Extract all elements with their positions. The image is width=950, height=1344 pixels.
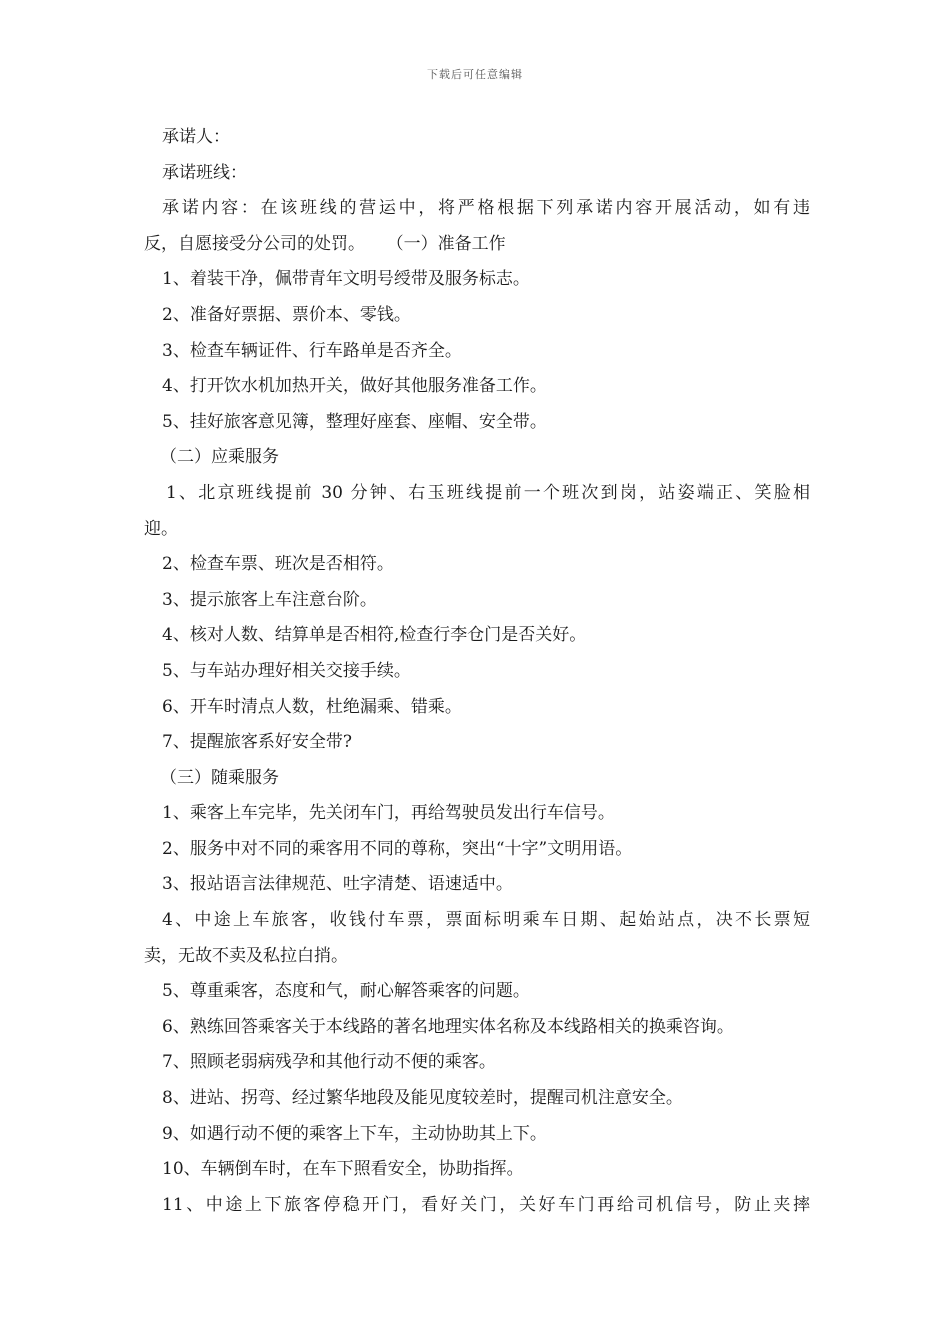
section3-title: （三）随乘服务 xyxy=(160,767,279,788)
section3-item4-line-2: 卖，无故不卖及私拉白捎。 xyxy=(144,945,348,966)
section2-item1-line-2: 迎。 xyxy=(144,518,178,539)
section3-item: 8、进站、拐弯、经过繁华地段及能见度较差时，提醒司机注意安全。 xyxy=(162,1088,683,1109)
section3-item: 2、服务中对不同的乘客用不同的尊称，突出“十字”文明用语。 xyxy=(162,838,633,859)
content-intro-line-2: 反，自愿接受分公司的处罚。 （一）准备工作 xyxy=(144,233,506,254)
section3-item: 9、如遇行动不便的乘客上下车，主动协助其上下。 xyxy=(162,1123,547,1144)
section1-item: 1、着装干净，佩带青年文明号绶带及服务标志。 xyxy=(162,269,530,290)
section3-item11-line-1: 11、中途上下旅客停稳开门，看好关门，关好车门再给司机信号，防止夹摔 xyxy=(162,1194,810,1215)
section1-item: 3、检查车辆证件、行车路单是否齐全。 xyxy=(162,340,462,361)
document-body xyxy=(144,120,810,1223)
section2-item: 2、检查车票、班次是否相符。 xyxy=(162,554,394,575)
section2-item: 3、提示旅客上车注意台阶。 xyxy=(162,589,377,610)
section2-item1-line-1: 1、北京班线提前 30 分钟、右玉班线提前一个班次到岗，站姿端正、笑脸相 xyxy=(166,482,810,503)
section2-item: 4、核对人数、结算单是否相符,检查行李仓门是否关好。 xyxy=(162,625,587,646)
section3-item4-line-1: 4、中途上车旅客，收钱付车票，票面标明乘车日期、起始站点，决不长票短 xyxy=(162,910,810,931)
section2-item: 7、提醒旅客系好安全带? xyxy=(162,732,352,753)
section1-item: 4、打开饮水机加热开关，做好其他服务准备工作。 xyxy=(162,376,547,397)
section2-item: 5、与车站办理好相关交接手续。 xyxy=(162,660,411,681)
section3-item: 1、乘客上车完毕，先关闭车门，再给驾驶员发出行车信号。 xyxy=(162,803,615,824)
page-header-note: 下载后可任意编辑 xyxy=(427,68,523,81)
section3-item: 3、报站语言法律规范、吐字清楚、语速适中。 xyxy=(162,874,513,895)
content-intro-line-1: 承诺内容：在该班线的营运中，将严格根据下列承诺内容开展活动，如有违 xyxy=(162,198,810,219)
section2-title: （二）应乘服务 xyxy=(160,447,279,468)
section1-item: 5、挂好旅客意见簿，整理好座套、座帽、安全带。 xyxy=(162,411,547,432)
section3-item: 5、尊重乘客，态度和气，耐心解答乘客的问题。 xyxy=(162,981,530,1002)
promisor-line: 承诺人： xyxy=(162,127,230,147)
section3-item: 7、照顾老弱病残孕和其他行动不便的乘客。 xyxy=(162,1052,496,1073)
section1-item: 2、准备好票据、票价本、零钱。 xyxy=(162,304,411,325)
section2-item: 6、开车时清点人数，杜绝漏乘、错乘。 xyxy=(162,696,462,717)
route-line: 承诺班线： xyxy=(162,162,247,183)
section3-item: 6、熟练回答乘客关于本线路的著名地理实体名称及本线路相关的换乘咨询。 xyxy=(162,1016,734,1037)
section3-item: 10、车辆倒车时，在车下照看安全，协助指挥。 xyxy=(162,1159,524,1180)
